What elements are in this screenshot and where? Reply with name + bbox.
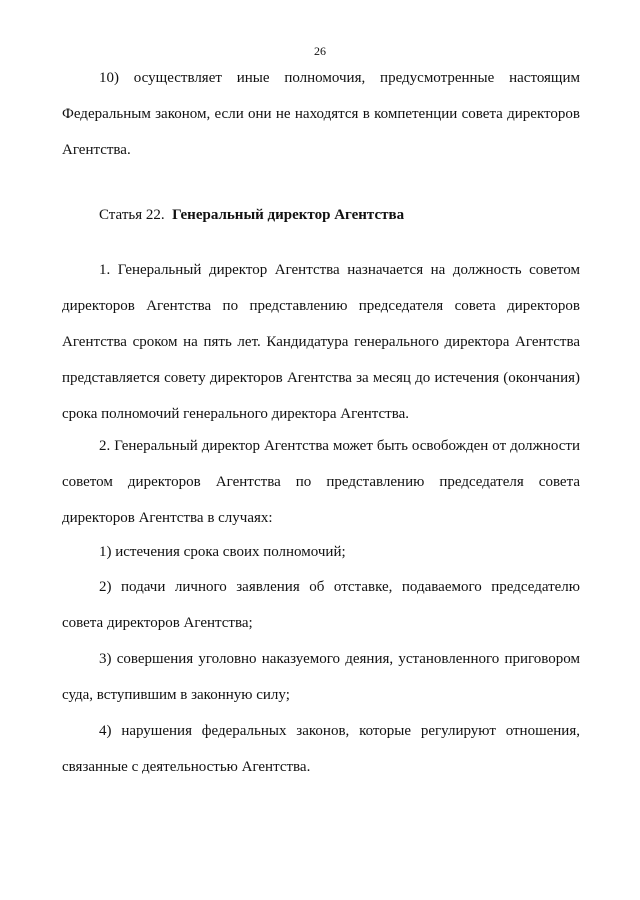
page-number: 26 [314, 44, 326, 58]
item-10-paragraph: 10) осуществляет иные полномочия, предусмотренные настоящим Федеральным законом, если они не находятся в компетенции совета директоров Агентства. [62, 70, 580, 158]
paragraph-2: 2. Генеральный директор Агентства может быть освобожден от должности советом директоров Агентства по представлению председателя совета директоров Агентства в случаях: [62, 438, 580, 526]
case-item-4: 4) нарушения федеральных законов, которые регулируют отношения, связанные с деятельностью Агентства. [62, 723, 580, 775]
case-item-1: 1) истечения срока своих полномочий; [99, 544, 346, 560]
case-item-3: 3) совершения уголовно наказуемого деяния, установленного приговором суда, вступившим в законную силу; [62, 651, 580, 703]
article-heading [99, 200, 404, 230]
case-item-2: 2) подачи личного заявления об отставке, подаваемого председателю совета директоров Агентства; [62, 579, 580, 631]
article-number: Статья 22. [99, 207, 165, 223]
paragraph-1: 1. Генеральный директор Агентства назначается на должность советом директоров Агентства по представлению председателя совета директоров Агентства сроком на пять лет. Кандидатура генерального директора Агентства представляется совету директоров Агентства за месяц до истечения (окончания) срока полномочий генерального директора Агентства. [62, 262, 580, 422]
article-title: Генеральный директор Агентства [172, 207, 405, 223]
